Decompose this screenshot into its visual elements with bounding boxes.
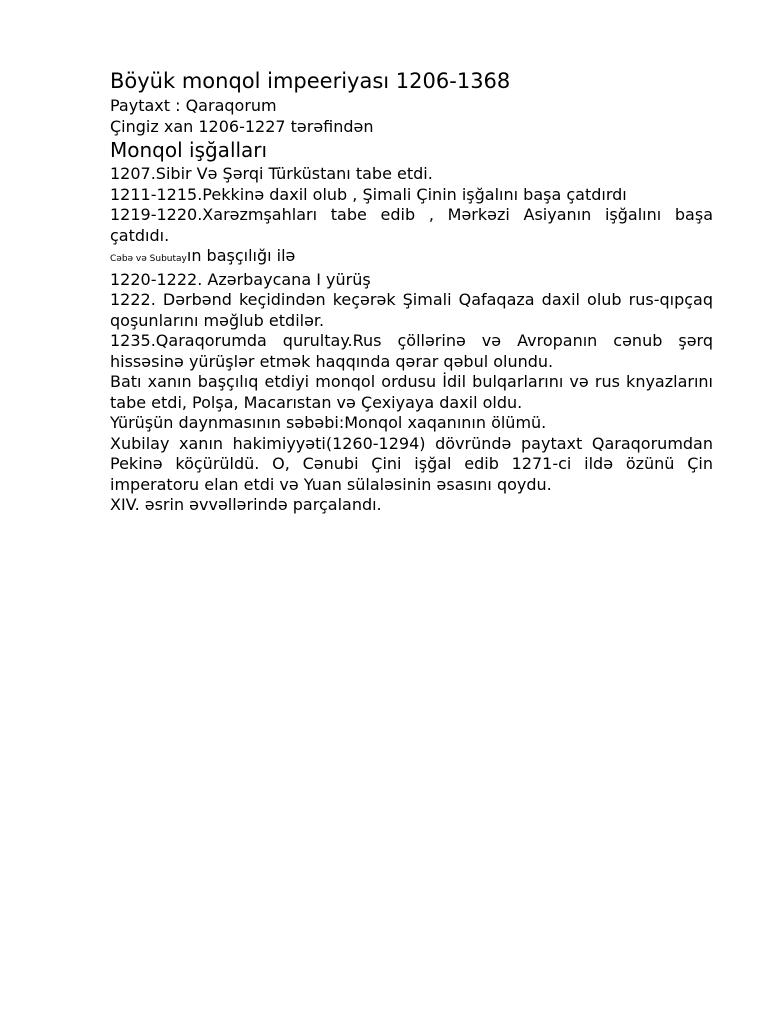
leaders-names: Cəbə və Subutay — [110, 254, 187, 264]
reason-line: Yürüşün daynmasının səbəbi:Monqol xaqanının ölümü. — [110, 413, 547, 432]
event-1220: 1220-1222. Azərbaycana I yürüş — [110, 269, 371, 289]
capital-line: Paytaxt : Qaraqorum — [110, 96, 277, 115]
event-1222: 1222. Dərbənd keçidindən keçərək Şimali Qafaqaza daxil olub rus-qıpçaq qoşunlarını məğlub etdilər. — [110, 290, 713, 330]
ruler-line: Çingiz xan 1206-1227 tərəfindən — [110, 116, 374, 136]
document-title: Böyük monqol impeeriyası 1206-1368 — [110, 69, 511, 93]
leaders-text: ın başçılığı ilə — [186, 246, 296, 265]
collapse-line: XIV. əsrin əvvəllərində parçalandı. — [110, 495, 382, 514]
event-1211: 1211-1215.Pekkinə daxil olub , Şimali Çinin işğalını başa çatdırdı — [110, 184, 627, 204]
kublai-paragraph: Xubilay xanın hakimiyyəti(1260-1294) dövründə paytaxt Qaraqorumdan Pekinə köçürüldü. O, Cənubi Çini işğal edib 1271-ci ildə özünü Çin imperatoru elan etdi və Yuan sülaləsinin əsasını qoydu. — [110, 433, 713, 494]
event-1235: 1235.Qaraqorumda qurultay.Rus çöllərinə və Avropanın cənub şərq hissəsinə yürüşlər etmək haqqında qərar qəbul olundu. — [110, 331, 713, 371]
section-heading: Monqol işğalları — [110, 138, 268, 162]
event-1207: 1207.Sibir Və Şərqi Türküstanı tabe etdi. — [110, 164, 433, 183]
event-1219: 1219-1220.Xarəzmşahları tabe edib , Mərkəzi Asiyanın işğalını başa çatdıdı. — [110, 205, 713, 245]
batu-paragraph: Batı xanın başçılıq etdiyi monqol ordusu İdil bulqarlarını və rus knyazlarını tabe etdi, Polşa, Macarıstan və Çexiyaya daxil oldu. — [110, 372, 713, 412]
document-body — [110, 66, 713, 516]
leaders-line — [110, 246, 713, 270]
